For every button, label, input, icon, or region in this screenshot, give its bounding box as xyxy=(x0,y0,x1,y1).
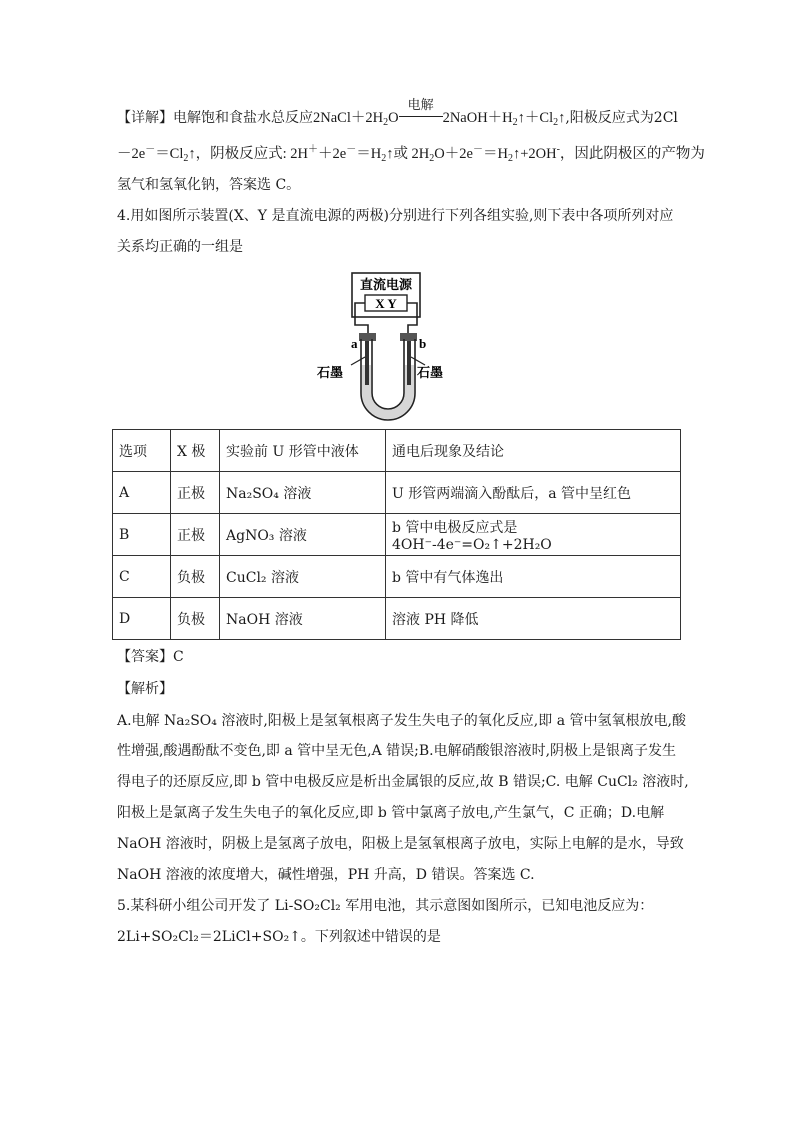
question-4-line-1: 4.用如图所示装置(X、Y 是直流电源的两极)分别进行下列各组实验,则下表中各项所列对应 xyxy=(117,208,674,224)
detail-text: 电解饱和食盐水总反应 xyxy=(173,110,313,126)
anode-text: ,阳极反应式为2Cl xyxy=(565,110,678,126)
right-wire xyxy=(407,303,417,335)
table-header-cell: 实验前 U 形管中液体 xyxy=(220,430,386,472)
table-header-cell: 通电后现象及结论 xyxy=(386,430,681,472)
table-row xyxy=(113,472,681,514)
table-cell: U 形管两端滴入酚酞后，a 管中呈红色 xyxy=(386,472,681,514)
table-cell: 负极 xyxy=(171,556,220,598)
right-graphite-electrode xyxy=(407,341,411,385)
u-tube-inner xyxy=(372,339,404,409)
answer-line xyxy=(117,647,184,667)
analysis-line: 阳极上是氯离子发生失电子的氧化反应,即 b 管中氯离子放电,产生氯气，C 正确；D.电解 xyxy=(117,805,665,821)
table-cell: CuCl₂ 溶液 xyxy=(220,556,386,598)
left-graphite-electrode xyxy=(365,341,369,385)
detail-line-2: $-2e^-=Cl_2↑$，阴极反应式: $2H^++2e^-=H_2↑$或 $2H_2O+2e^-=H_2↑+2OH^-$，因此阴极区的产物为 xyxy=(117,144,705,164)
question-5-line-1: 5.某科研小组公司开发了 Li-SO₂Cl₂ 军用电池，其示意图如图所示，已知电池反应为： xyxy=(117,898,654,914)
table-row xyxy=(113,514,681,556)
table-row xyxy=(113,598,681,640)
table-cell: b 管中有气体逸出 xyxy=(386,556,681,598)
xy-label: X Y xyxy=(375,296,397,311)
right-graphite-label: 石墨 xyxy=(417,366,444,381)
table-cell: 溶液 PH 降低 xyxy=(386,598,681,640)
table-cell: A xyxy=(113,472,171,514)
table-header-row xyxy=(113,430,681,472)
answer-value: C xyxy=(173,649,184,665)
detail-label: 【详解】 xyxy=(117,110,173,126)
table-cell: C xyxy=(113,556,171,598)
question-5-line-2: 2Li+SO₂Cl₂＝2LiCl+SO₂↑。下列叙述中错误的是 xyxy=(117,929,441,945)
table-cell: B xyxy=(113,514,171,556)
table-cell: AgNO₃ 溶液 xyxy=(220,514,386,556)
analysis-line: A.电解 Na₂SO₄ 溶液时,阳极上是氢氧根离子发生失电子的氧化反应,即 a 管中氢氧根放电,酸 xyxy=(117,713,686,729)
table-cell: Na₂SO₄ 溶液 xyxy=(220,472,386,514)
right-pointer xyxy=(411,357,425,365)
table-cell: 正极 xyxy=(171,514,220,556)
table-cell: 正极 xyxy=(171,472,220,514)
answer-label: 【答案】 xyxy=(117,649,173,665)
table-cell: 负极 xyxy=(171,598,220,640)
u-tube-diagram xyxy=(311,265,447,425)
u-tube-electrolysis-figure xyxy=(311,265,447,425)
electrode-b-label: b xyxy=(419,336,427,351)
options-table xyxy=(112,429,681,640)
analysis-line: 得电子的还原反应,即 b 管中电极反应是析出金属银的反应,故 B 错误;C. 电解 CuCl₂ 溶液时, xyxy=(117,774,689,790)
analysis-line: NaOH 溶液的浓度增大，碱性增强，PH 升高，D 错误。答案选 C. xyxy=(117,867,535,883)
table-header-cell: X 极 xyxy=(171,430,220,472)
left-graphite-label: 石墨 xyxy=(317,366,344,381)
left-pointer xyxy=(351,357,365,365)
table-cell: b 管中电极反应式是 4OH⁻-4e⁻=O₂↑+2H₂O xyxy=(386,514,681,556)
question-4-line-2: 关系均正确的一组是 xyxy=(117,239,243,255)
power-source-label: 直流电源 xyxy=(359,278,413,293)
electrode-a-label: a xyxy=(351,336,358,351)
detail-line-3: 氢气和氢氧化钠，答案选 C。 xyxy=(117,177,301,193)
analysis-line: 性增强,酸遇酚酞不变色,即 a 管中呈无色,A 错误;B.电解硝酸银溶液时,阴极上是银离子发生 xyxy=(117,743,677,759)
table-row xyxy=(113,556,681,598)
table-cell: NaOH 溶液 xyxy=(220,598,386,640)
detail-line-1 xyxy=(117,97,678,128)
table-header-cell: 选项 xyxy=(113,430,171,472)
analysis-label: 【解析】 xyxy=(117,681,173,697)
analysis-line: NaOH 溶液时，阴极上是氢离子放电，阳极上是氢氧根离子放电，实际上电解的是水，导致 xyxy=(117,836,684,852)
electrolyte-liquid xyxy=(362,365,414,419)
left-wire xyxy=(355,303,368,335)
electrolysis-condition: 电解 xyxy=(399,108,443,128)
table-cell: D xyxy=(113,598,171,640)
reaction-equation: $2NaCl+2H_2O$ 电解 $2NaOH+H_2↑+Cl_2↑$ xyxy=(313,97,566,128)
